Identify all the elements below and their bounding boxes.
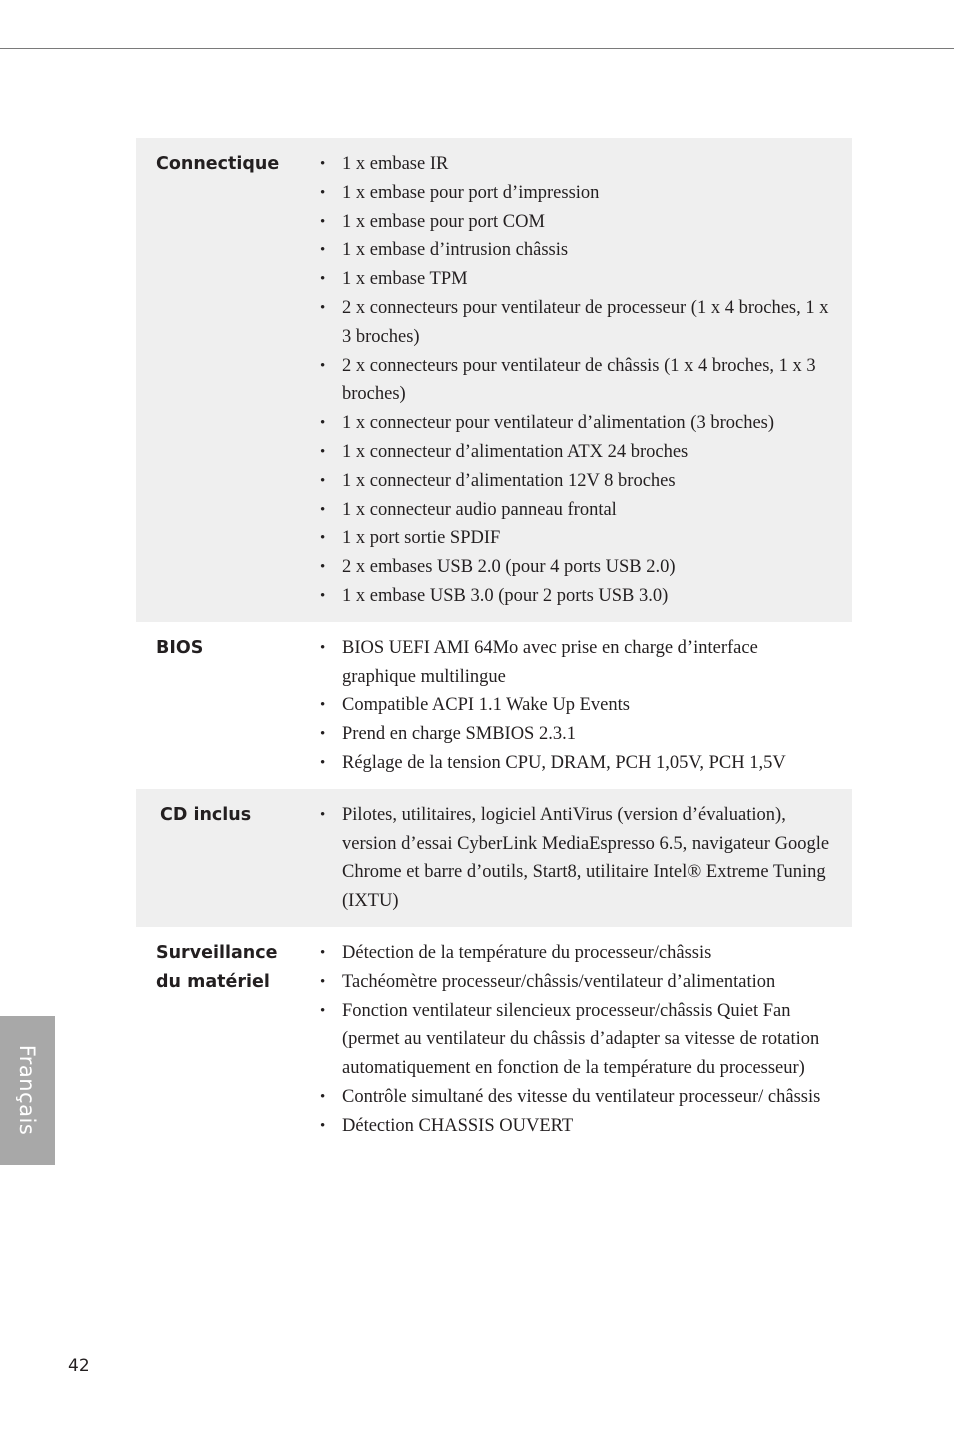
spec-item: • 1 x embase d’intrusion châssis [320,236,852,265]
spec-label-line: Connectique [156,154,280,174]
spec-item: • 1 x embase pour port COM [320,208,852,237]
spec-label-line: Surveillance [156,942,278,963]
spec-item: • Prend en charge SMBIOS 2.3.1 [320,720,852,749]
spec-list-surveillance [320,939,852,1141]
spec-item: • Réglage de la tension CPU, DRAM, PCH 1,05V, PCH 1,5V [320,749,852,778]
spec-item: • 1 x connecteur pour ventilateur d’alimentation (3 broches) [320,409,852,438]
spec-label-line: BIOS [156,637,204,658]
spec-item: • 2 x connecteurs pour ventilateur de châssis (1 x 4 broches, 1 x 3 broches) [320,352,852,410]
spec-item: • Détection CHASSIS OUVERT [320,1112,852,1141]
spec-item: • 1 x embase pour port d’impression [320,179,852,208]
spec-label-line: du matériel [156,971,270,992]
language-side-tab [0,1016,55,1165]
spec-item: • 1 x embase USB 3.0 (pour 2 ports USB 3.0) [320,582,852,611]
spec-item: • Tachéomètre processeur/châssis/ventilateur d’alimentation [320,968,852,997]
spec-list-cd-inclus [320,801,852,916]
spec-item: • 2 x embases USB 2.0 (pour 4 ports USB 2.0) [320,553,852,582]
spec-item: • 1 x connecteur d’alimentation 12V 8 broches [320,467,852,496]
spec-label-connectique [136,150,320,611]
spec-label-surveillance [136,939,320,1141]
spec-label-line: CD inclus [160,804,252,825]
spec-item: • 1 x embase TPM [320,265,852,294]
spec-list-bios [320,634,852,778]
spec-item: • 1 x connecteur d’alimentation ATX 24 broches [320,438,852,467]
spec-label-bios [136,634,320,778]
spec-item: • Compatible ACPI 1.1 Wake Up Events [320,691,852,720]
spec-row-surveillance [136,927,852,1152]
header-rule [0,48,954,49]
spec-item: • Pilotes, utilitaires, logiciel AntiVirus (version d’évaluation), version d’essai CyberLink MediaEspresso 6.5, navigateur Google Chrome et barre d’outils, Start8, utilitaire Intel® Extreme Tuning (IXTU) [320,801,852,916]
language-tab-label: Français [15,1044,39,1136]
spec-item: • Détection de la température du processeur/châssis [320,939,852,968]
spec-row-connectique [136,138,852,622]
spec-item: • Fonction ventilateur silencieux processeur/châssis Quiet Fan (permet au ventilateur du châssis d’adapter sa vitesse de rotation automatiquement en fonction de la température du processeur) [320,997,852,1083]
spec-list-connectique [320,150,852,611]
spec-item: • 1 x embase IR [320,150,852,179]
spec-item: • 1 x connecteur audio panneau frontal [320,496,852,525]
spec-item: • 2 x connecteurs pour ventilateur de processeur (1 x 4 broches, 1 x 3 broches) [320,294,852,352]
page-number: 42 [68,1356,90,1376]
spec-row-cd-inclus [136,789,852,927]
spec-label-cd-inclus [136,801,320,916]
spec-row-bios [136,622,852,789]
spec-item: • 1 x port sortie SPDIF [320,524,852,553]
spec-item: • BIOS UEFI AMI 64Mo avec prise en charge d’interface graphique multilingue [320,634,852,692]
spec-table [136,138,852,1152]
spec-item: • Contrôle simultané des vitesse du ventilateur processeur/ châssis [320,1083,852,1112]
